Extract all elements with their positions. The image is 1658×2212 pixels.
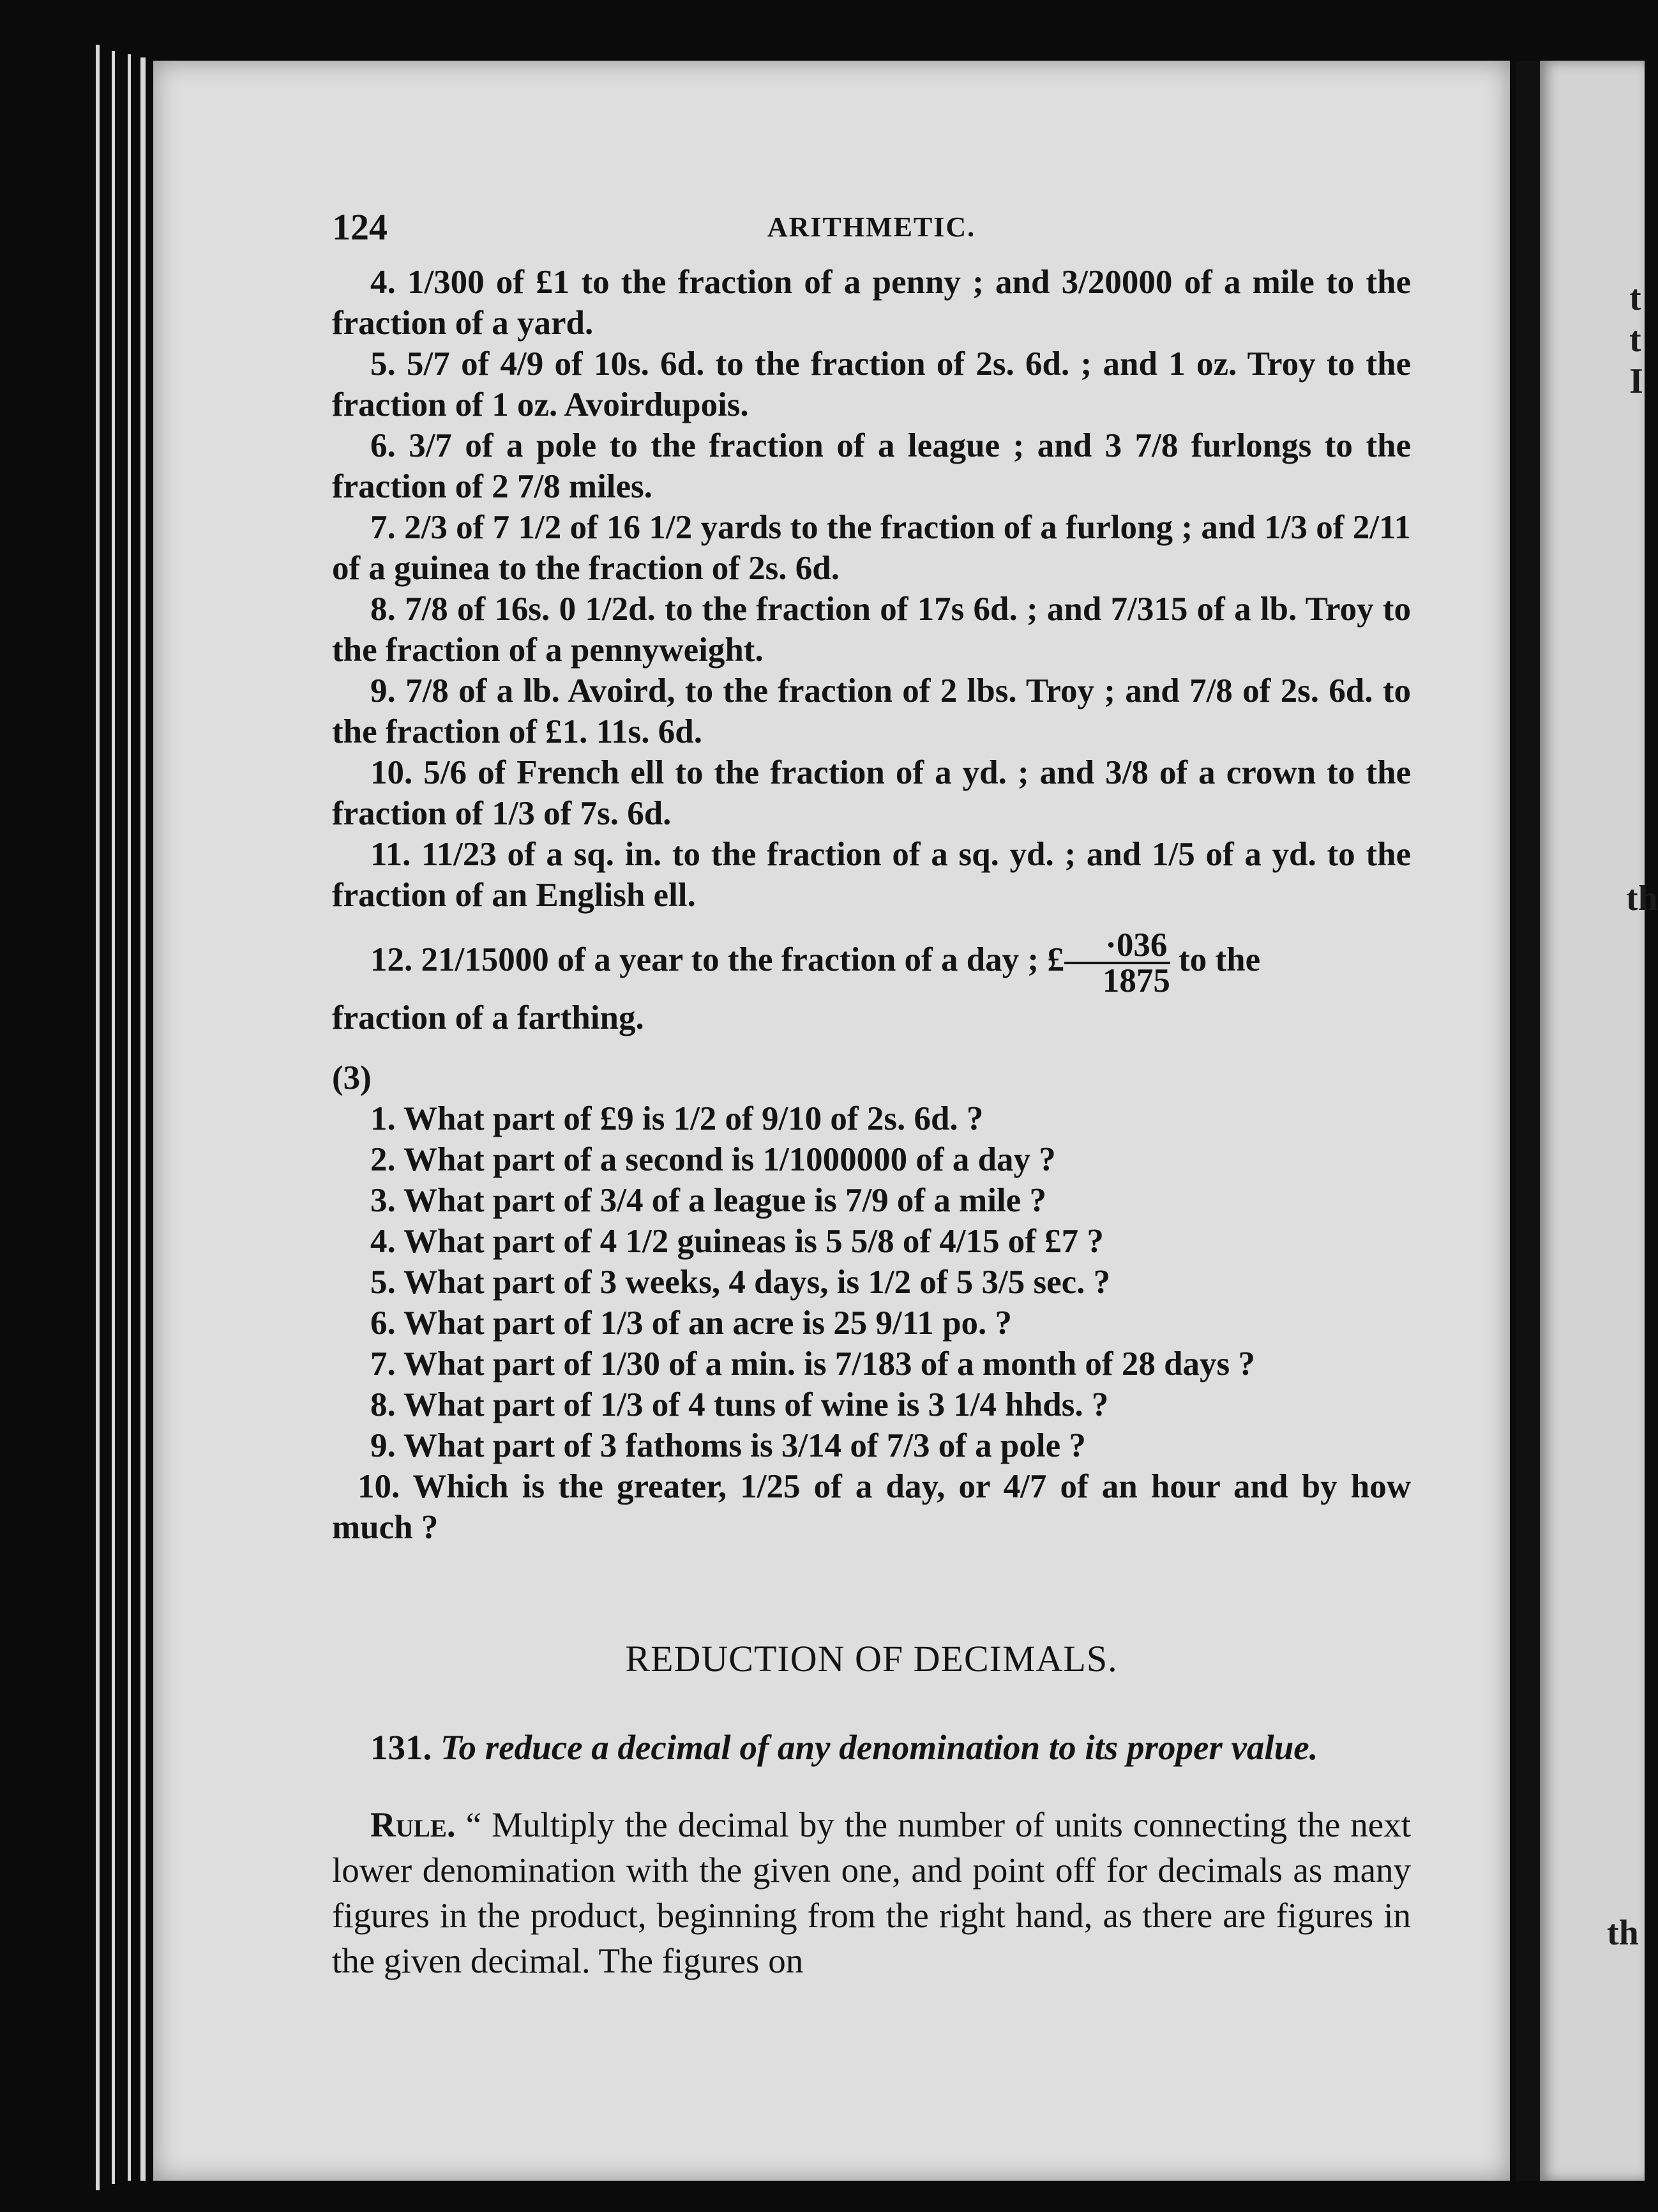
rule-paragraph	[332, 1802, 1411, 1983]
facing-page-fragment: th	[1626, 879, 1658, 918]
page-edge	[112, 51, 115, 2184]
exercise-12-text: 12. 21/15000 of a year to the fraction of a day ; £	[370, 941, 1064, 979]
question-item: 8. What part of 1/3 of 4 tuns of wine is 3 1/4 hhds. ?	[370, 1386, 1109, 1423]
article-number: 131.	[370, 1728, 432, 1767]
exercise-12-line2: fraction of a farthing.	[332, 999, 644, 1036]
page-edge	[128, 54, 131, 2181]
article-title	[332, 1725, 1411, 1770]
exercise-item: 10. 5/6 of French ell to the fraction of a yd. ; and 3/8 of a crown to the fraction of 1/3 of 7s. 6d.	[332, 754, 1411, 832]
facing-page-fragment: t	[1629, 278, 1641, 318]
facing-page-fragment: I	[1629, 361, 1643, 401]
facing-page-fragment: th	[1607, 1913, 1639, 1953]
question-item: 9. What part of 3 fathoms is 3/14 of 7/3 of a pole ?	[370, 1427, 1086, 1464]
exercise-item: 4. 1/300 of £1 to the fraction of a penny ; and 3/20000 of a mile to the fraction of a yard.	[332, 264, 1411, 342]
exercise-list-a	[332, 262, 1411, 1548]
exercise-item: 7. 2/3 of 7 1/2 of 16 1/2 yards to the fraction of a furlong ; and 1/3 of 2/11 of a guinea to the fraction of 2s. 6d.	[332, 509, 1411, 587]
exercise-item: 6. 3/7 of a pole to the fraction of a league ; and 3 7/8 furlongs to the fraction of 2 7/8 miles.	[332, 427, 1411, 505]
question-item: 2. What part of a second is 1/1000000 of a day ?	[370, 1141, 1056, 1178]
facing-page-fragment: t	[1629, 320, 1641, 360]
exercise-item-12	[332, 928, 1411, 997]
page-text	[332, 192, 1411, 1983]
page-header	[332, 192, 1411, 262]
article-title-text: To reduce a decimal of any denomination to its proper value.	[441, 1728, 1318, 1767]
section-label: (3)	[332, 1059, 372, 1096]
question-item: 3. What part of 3/4 of a league is 7/9 of a mile ?	[370, 1182, 1046, 1219]
page-number: 124	[332, 206, 388, 248]
fraction-numerator: ·036	[1064, 928, 1170, 964]
fraction-denominator: 1875	[1102, 962, 1170, 999]
rule-text: “ Multiply the decimal by the number of units connecting the next lower denomination with the given one, and point off for decimals as many figures in the product, beginning from the right hand, as there are figures in the given decimal. The figures on	[332, 1805, 1411, 1980]
decimal-fraction	[1064, 928, 1170, 997]
page-edge	[140, 57, 146, 2181]
section-heading: REDUCTION OF DECIMALS.	[625, 1638, 1118, 1679]
question-item: 10. Which is the greater, 1/25 of a day, or 4/7 of an hour and by how much ?	[332, 1468, 1411, 1546]
question-item: 6. What part of 1/3 of an acre is 25 9/11 po. ?	[370, 1305, 1013, 1342]
page-edge	[96, 45, 100, 2190]
exercise-item: 8. 7/8 of 16s. 0 1/2d. to the fraction of 17s 6d. ; and 7/315 of a lb. Troy to the fraction of a pennyweight.	[332, 591, 1411, 669]
question-item: 7. What part of 1/30 of a min. is 7/183 of a month of 28 days ?	[370, 1345, 1255, 1382]
question-item: 5. What part of 3 weeks, 4 days, is 1/2 of 5 3/5 sec. ?	[370, 1264, 1111, 1301]
exercise-item: 11. 11/23 of a sq. in. to the fraction of a sq. yd. ; and 1/5 of a yd. to the fraction of an English ell.	[332, 836, 1411, 914]
running-head: ARITHMETIC.	[767, 211, 976, 243]
facing-page	[1540, 61, 1658, 2181]
book-gutter	[1516, 61, 1541, 2181]
question-item: 1. What part of £9 is 1/2 of 9/10 of 2s. 6d. ?	[370, 1100, 984, 1137]
exercise-item: 9. 7/8 of a lb. Avoird, to the fraction of 2 lbs. Troy ; and 7/8 of 2s. 6d. to the fraction of £1. 11s. 6d.	[332, 672, 1411, 750]
exercise-12-text-end: to the	[1170, 941, 1261, 979]
rule-label: Rule.	[370, 1805, 456, 1844]
question-item: 4. What part of 4 1/2 guineas is 5 5/8 of 4/15 of £7 ?	[370, 1223, 1104, 1260]
exercise-item: 5. 5/7 of 4/9 of 10s. 6d. to the fraction of 2s. 6d. ; and 1 oz. Troy to the fraction of 1 oz. Avoirdupois.	[332, 345, 1411, 423]
